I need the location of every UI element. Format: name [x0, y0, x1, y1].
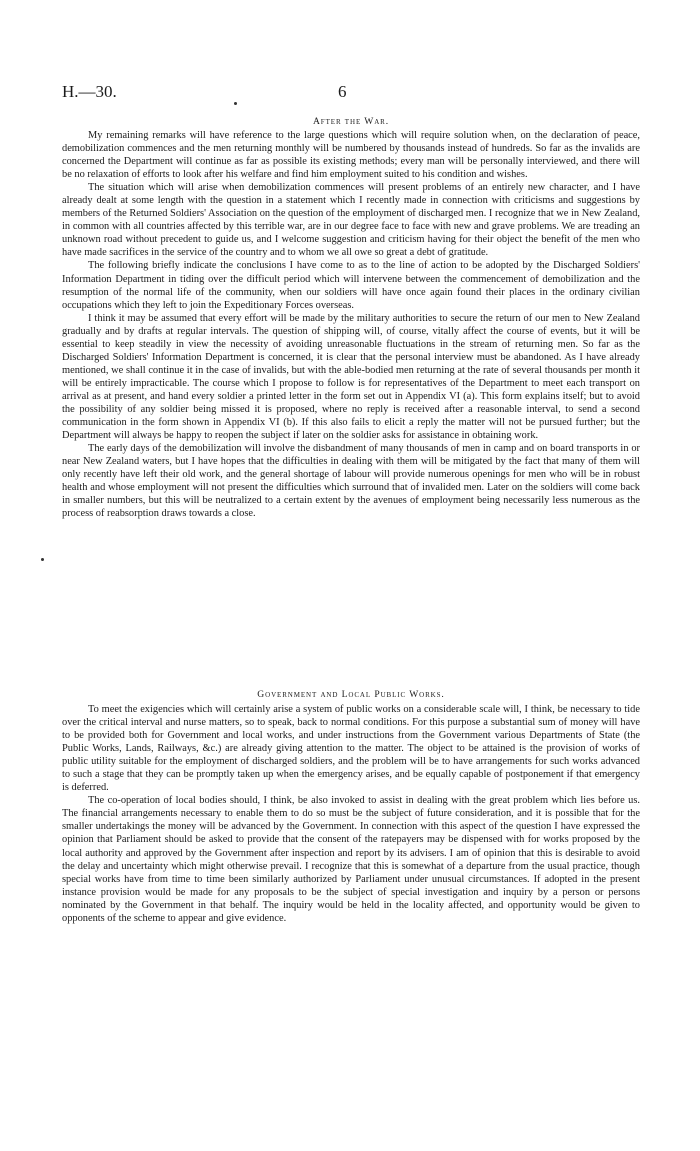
paragraph: To meet the exigencies which will certainly arise a system of public works on a considerable scale will, I think, be necessary to tide over the critical interval and nurse matters, so to speak, back to normal conditions. For this purpose a substantial sum of money will have to be provided both for Government and local works, and under instructions from the Government various Departments of State (the Public Works, Lands, Railways, &c.) are already giving attention to the matter. The object to be attained is the provision of works of public utility suitable for the employment of discharged soldiers, and the problem will be to have arrangements for such works advanced to such a stage that they can be promptly taken up when the emergency arises, and be equally capable of postponement if that emergency is deferred. — [62, 704, 640, 794]
paragraph: The co-operation of local bodies should, I think, be also invoked to assist in dealing with the great problem which lies before us. The financial arrangements necessary to enable them to do so must be the subject of future consideration, and it is possible that for the smaller undertakings the money will be advanced by the Government. In connection with this aspect of the question I have expressed the opinion that Parliament should be asked to provide that the consent of the ratepayers may be dispensed with for works proposed by the local authority and approved by the Government after inspection and report by its advisers. I am of opinion that this is desirable to avoid the delay and uncertainty which might otherwise prevail. I recognize that this is somewhat of a departure from the usual practice, though special works have from time to time been similarly authorized by Parliament under unusual circumstances. If adopted in the present instance provision would be made for any proposals to be the subject of special investigation and inquiry by a person or persons nominated by the Government in that behalf. The inquiry would be held in the locality affected, and opportunity would be given to opponents of the scheme to appear and give evidence. — [62, 795, 640, 924]
paragraph: The early days of the demobilization will involve the disbandment of many thousands of men in camp and on board transports in or near New Zealand waters, but I have hopes that the difficulties in dealing with them will be mitigated by the fact that many of them will only recently have left their old work, and the general shortage of labour will provide numerous openings for men who will be in robust health and whose employment will not present the difficulties which surround that of invalided men. Later on the soldiers will come back in smaller numbers, but this will be neutralized to a certain extent by the avenues of employment being necessarily less numerous as the process of reabsorption draws towards a close. — [62, 443, 640, 520]
section-body-public-works — [62, 703, 640, 925]
paragraph: My remaining remarks will have reference to the large questions which will require solution when, on the declaration of peace, demobilization commences and the men returning monthly will be numbered by thousands instead of hundreds. So far as the invalids are concerned the Department will continue as far as possible its existing methods; every man will be personally interviewed, and there will be no relaxation of efforts to look after his welfare and find him employment suited to his condition and wishes. — [62, 130, 640, 181]
section-body-after-the-war — [62, 129, 640, 520]
document-reference: H.—30. — [62, 82, 117, 101]
printing-speck — [41, 558, 44, 561]
section-heading-after-the-war: After the War. — [312, 116, 390, 127]
paragraph: The situation which will arise when demobilization commences will present problems of an entirely new character, and I have already dealt at some length with the question in a statement which I recently made in connection with criticisms and suggestions by members of the Returned Soldiers' Association on the question of the employment of discharged men. I recognize that we in New Zealand, in common with all countries affected by this terrible war, are in our degree face to face with new and grave problems. We are treading an unknown road without precedent to guide us, and I welcome suggestion and criticism having for their object the benefit of the men who have made sacrifices in the service of the country and to whom we all owe so great a debt of gratitude. — [62, 182, 640, 259]
section-heading-public-works: Government and Local Public Works. — [257, 689, 445, 700]
page-number: 6 — [338, 82, 347, 101]
printing-speck — [234, 102, 237, 105]
paragraph: I think it may be assumed that every effort will be made by the military authorities to secure the return of our men to New Zealand gradually and by drafts at regular intervals. The question of shipping will, of course, vitally affect the course of events, but it will be essential to keep steadily in view the necessity of avoiding unreasonable fluctuations in the stream of returning men. So far as the Discharged Soldiers' Information Department is concerned, it is clear that the personal interview must be abandoned. As I have already mentioned, we shall continue it in the case of invalids, but with the able-bodied men returning at the rate of several thousands per month it will be entirely impracticable. The course which I propose to follow is for representatives of the Department to meet each transport on arrival as at present, and hand every soldier a printed letter in the form set out in Appendix VI (a). This form explains itself; but to avoid the possibility of any soldier being missed it is proposed, where no reply is received after a reasonable interval, to send a second communication in the form shown in Appendix VI (b). If this also fails to elicit a reply the matter will not be pursued further; but the Department will always be happy to reopen the subject if later on the soldier asks for assistance in obtaining work. — [62, 312, 640, 442]
paragraph: The following briefly indicate the conclusions I have come to as to the line of action to be adopted by the Discharged Soldiers' Information Department in tiding over the difficult period which will intervene between the commencement of demobilization and the resumption of the normal life of the community, when our soldiers will have once again found their places in the ordinary civilian occupations which they left to join the Expeditionary Forces overseas. — [62, 260, 640, 311]
